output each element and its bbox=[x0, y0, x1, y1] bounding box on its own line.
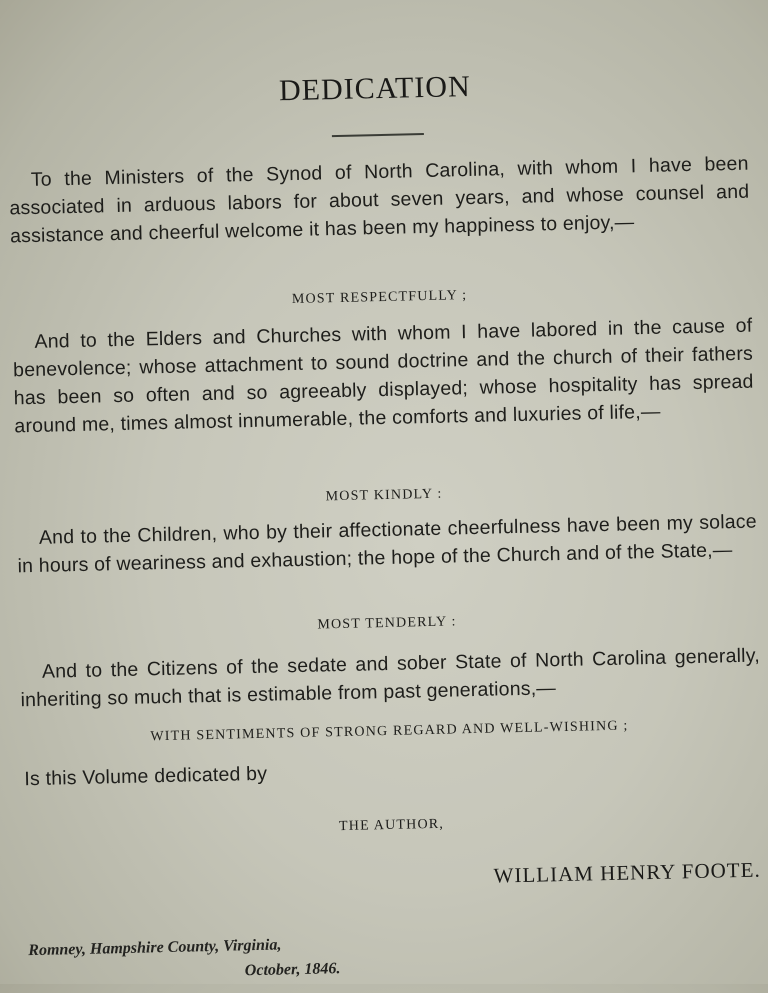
page-title: DEDICATION bbox=[278, 69, 472, 108]
dedication-paragraph-children bbox=[17, 508, 758, 581]
title-divider bbox=[332, 133, 424, 137]
closing-most-tenderly: MOST TENDERLY : bbox=[317, 614, 457, 633]
author-name: WILLIAM HENRY FOOTE. bbox=[493, 857, 761, 888]
closing-strong-regard: WITH SENTIMENTS OF STRONG REGARD AND WELL-WISHING ; bbox=[150, 718, 629, 745]
paragraph-text: And to the Elders and Churches with whom I have labored in the cause of benevolence; whose attachment to sound doctrine and the church of their fathers has been so often and so agreeably displayed; whose hospitality has spread around me, times almost innumerable, the comforts and luxuries of life,— bbox=[12, 314, 754, 438]
dedication-paragraph-ministers bbox=[9, 150, 751, 251]
paragraph-text: And to the Citizens of the sedate and sober State of North Carolina generally, inheriting so much that is estimable from past generations,— bbox=[20, 644, 761, 712]
closing-most-respectfully: MOST RESPECTFULLY ; bbox=[291, 288, 468, 308]
paragraph-text: To the Ministers of the Synod of North Carolina, with whom I have been associated in arduous labors for about seven years, and whose counsel and assistance and cheerful welcome it has been my happiness to enjoy,— bbox=[9, 152, 750, 248]
closing-most-kindly: MOST KINDLY : bbox=[325, 486, 443, 505]
paragraph-text: And to the Children, who by their affectionate cheerfulness have been my solace in hours of weariness and exhaustion; the hope of the Church and of the State,— bbox=[17, 510, 758, 578]
author-label: THE AUTHOR, bbox=[338, 816, 445, 835]
dedication-paragraph-citizens bbox=[20, 642, 761, 715]
date: October, 1846. bbox=[244, 960, 341, 980]
place: Romney, Hampshire County, Virginia, bbox=[28, 936, 282, 960]
dedication-line: Is this Volume dedicated by bbox=[24, 762, 268, 791]
dedication-paragraph-elders bbox=[12, 312, 754, 441]
place-and-date bbox=[28, 931, 341, 988]
